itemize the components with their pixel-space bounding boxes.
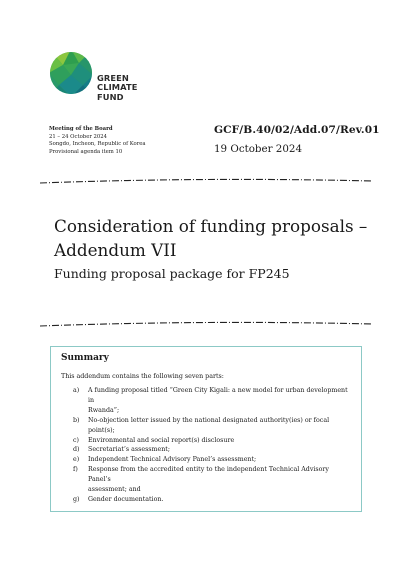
- globe-icon: [49, 49, 93, 97]
- list-item-text: assessment; and: [88, 486, 141, 494]
- summary-box: [50, 346, 362, 512]
- list-item-text: Secretariat’s assessment;: [88, 446, 170, 454]
- bottom-divider: [38, 319, 374, 329]
- list-item: [61, 495, 351, 505]
- list-item: [61, 455, 351, 465]
- title-line-2: Addendum VII: [54, 240, 177, 260]
- list-item-text: Environmental and social report(s) disclosure: [88, 436, 235, 444]
- page-title: [54, 214, 367, 262]
- meeting-heading: Meeting of the Board: [49, 126, 113, 132]
- document-date: 19 October 2024: [214, 143, 303, 155]
- top-divider: [38, 176, 374, 186]
- logo-wordmark: [97, 74, 138, 102]
- list-item: [61, 416, 351, 436]
- meeting-info: [49, 126, 146, 156]
- page-subtitle: Funding proposal package for FP245: [54, 266, 290, 281]
- list-item-letter: b): [73, 416, 80, 424]
- document-number: GCF/B.40/02/Add.07/Rev.01: [214, 124, 380, 136]
- meeting-dates: 21 – 24 October 2024: [49, 133, 108, 140]
- parts-list: [61, 386, 351, 505]
- document-info: [214, 124, 380, 155]
- logo-line-green: GREEN: [97, 73, 129, 83]
- list-item: [61, 386, 351, 416]
- list-item: [61, 445, 351, 455]
- list-item-text: Response from the accredited entity to the independent Technical Advisory Panel’s: [88, 466, 329, 484]
- list-item-letter: e): [73, 456, 80, 464]
- meeting-location: Songdo, Incheon, Republic of Korea: [49, 141, 146, 148]
- agenda-item: Provisional agenda item 10: [49, 148, 123, 155]
- list-item-text: No-objection letter issued by the national designated authority(ies) or focal: [88, 416, 330, 424]
- title-line-1: Consideration of funding proposals –: [54, 216, 368, 236]
- list-item: [61, 465, 351, 495]
- list-item-text: Independent Technical Advisory Panel’s assessment;: [88, 456, 257, 464]
- logo-line-climate: CLIMATE: [97, 82, 138, 93]
- list-item: [61, 436, 351, 446]
- list-item-text: point(s);: [88, 426, 115, 434]
- list-item-letter: d): [73, 446, 80, 454]
- list-item-text: Rwanda”;: [88, 406, 120, 414]
- list-item-text: A funding proposal titled “Green City Kigali: a new model for urban development in: [88, 387, 348, 404]
- list-item-text: Gender documentation.: [88, 495, 164, 503]
- summary-heading: Summary: [61, 353, 109, 363]
- list-item-letter: c): [73, 436, 79, 444]
- logo-line-fund: FUND: [97, 91, 124, 102]
- list-item-letter: f): [73, 466, 78, 474]
- gcf-logo: [49, 49, 149, 109]
- list-item-letter: g): [73, 495, 80, 503]
- summary-intro: This addendum contains the following seven parts:: [61, 373, 224, 380]
- list-item-letter: a): [73, 387, 80, 394]
